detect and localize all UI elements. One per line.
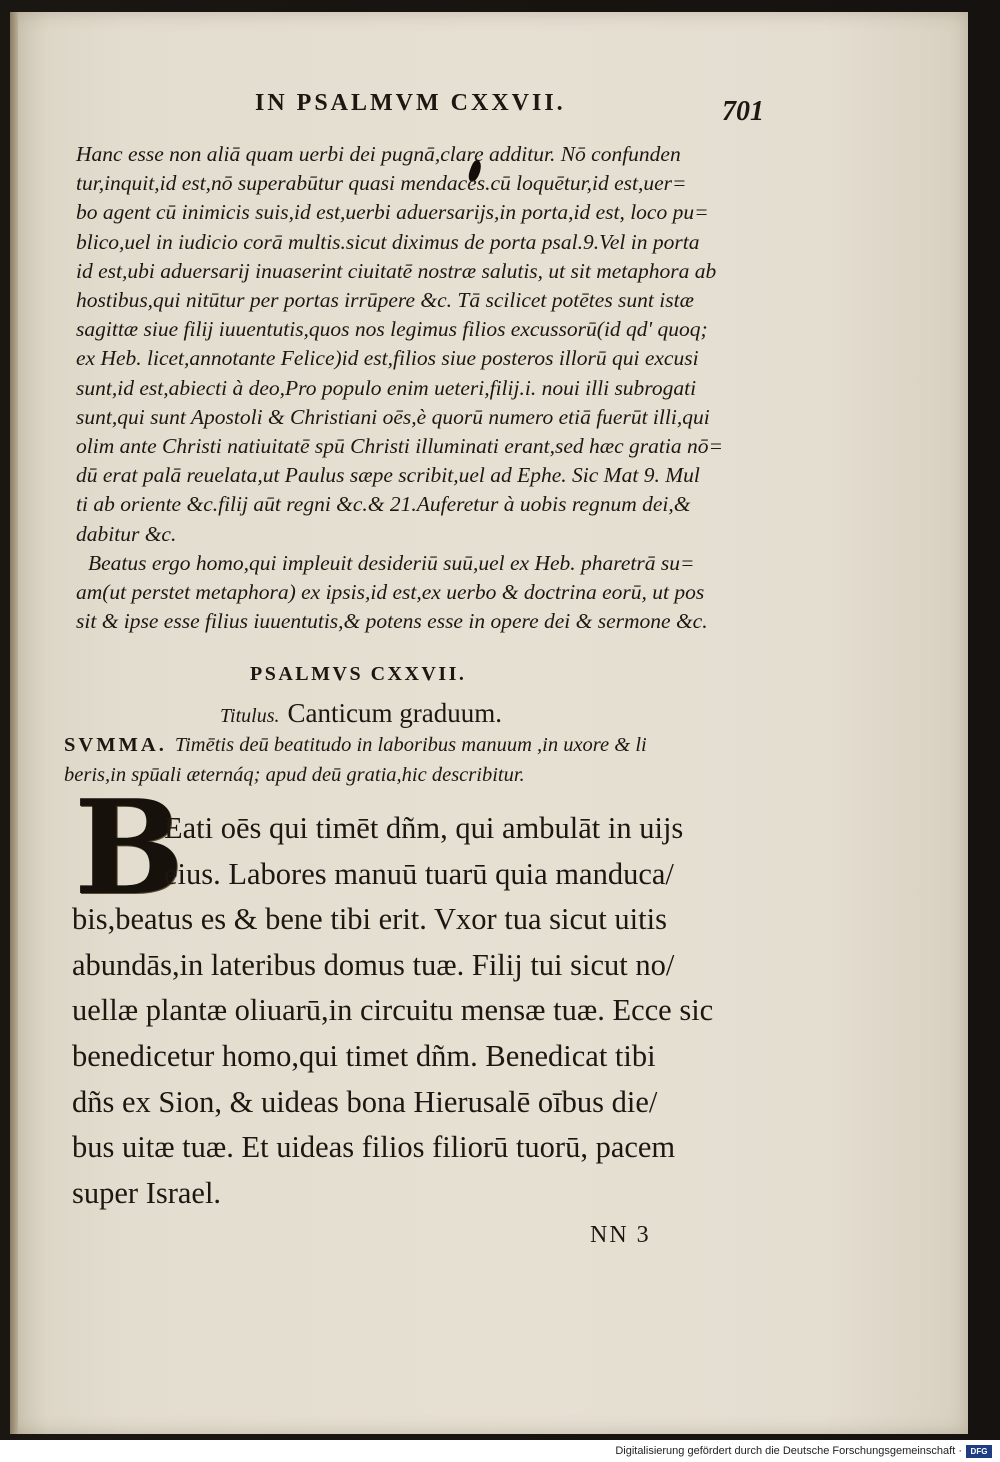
- decorated-initial: B: [74, 771, 184, 924]
- commentary-line: blico,uel in iudicio corā multis.sicut diximus de porta psal.9.Vel in porta: [76, 229, 700, 254]
- psalm-line: bis,beatus es & bene tibi erit. Vxor tua sicut uitis: [72, 902, 667, 937]
- commentary-line: dū erat palā reuelata,ut Paulus sæpe scribit,uel ad Ephe. Sic Mat 9. Mul: [76, 463, 700, 488]
- summa-label: SVMMA.: [64, 734, 167, 756]
- commentary-line: sit & ipse esse filius iuuentutis,& potens esse in opere dei & sermone &c.: [76, 609, 708, 634]
- commentary-line: tur,inquit,id est,nō superabūtur quasi mendaces.cū loquētur,id est,uer=: [76, 171, 687, 196]
- running-head: IN PSALMVM CXXVII.: [255, 90, 566, 116]
- commentary-line: hostibus,qui nitūtur per portas irrūpere &c. Tā scilicet potētes sunt istæ: [76, 288, 694, 313]
- psalm-line: uellæ plantæ oliuarū,in circuitu mensæ tuæ. Ecce sic: [72, 993, 714, 1028]
- commentary-line: Beatus ergo homo,qui impleuit desideriū suū,uel ex Heb. pharetrā su=: [88, 550, 695, 575]
- signature-mark: NN 3: [590, 1222, 651, 1248]
- psalm-line: dñs ex Sion, & uideas bona Hierusalē oībus die/: [72, 1084, 658, 1119]
- psalm-line: eius. Labores manuū tuarū quia manduca/: [164, 856, 674, 891]
- psalm-text-block: [72, 806, 732, 1216]
- summa-line: Timētis deū beatitudo in laboribus manuum ,in uxore & li: [174, 734, 647, 756]
- titulus-text: Canticum graduum.: [287, 698, 502, 728]
- commentary-line: Hanc esse non aliā quam uerbi dei pugnā,clare additur. Nō confunden: [76, 142, 681, 166]
- commentary-line: dabitur &c.: [76, 521, 177, 546]
- titulus-row: [220, 698, 502, 729]
- psalm-line: Eati oēs qui timēt dñm, qui ambulāt in uijs: [164, 811, 684, 845]
- psalm-line: benedicetur homo,qui timet dñm. Benedicat tibi: [72, 1038, 656, 1073]
- commentary-line: sunt,id est,abiecti à deo,Pro populo enim ueteri,filij.i. noui illi subrogati: [76, 375, 697, 400]
- psalm-line: abundās,in lateribus domus tuæ. Filij tui sicut no/: [72, 947, 675, 982]
- commentary-block: [76, 140, 726, 636]
- psalm-heading: PSALMVS CXXVII.: [250, 663, 467, 685]
- commentary-line: olim ante Christi natiuitatē spū Christi illuminati erant,sed hæc gratia nō=: [76, 434, 723, 459]
- page-gutter-edge: [10, 12, 18, 1434]
- psalm-line: super Israel.: [72, 1175, 222, 1210]
- commentary-line: ex Heb. licet,annotante Felice)id est,filios siue posteros illorū qui excusi: [76, 346, 699, 371]
- commentary-line: id est,ubi aduersarij inuaserint ciuitatē nostræ salutis, ut sit metaphora ab: [76, 258, 717, 283]
- commentary-line: sagittæ siue filij iuuentutis,quos nos legimus filios excussorū(id qd' quoq;: [76, 317, 708, 342]
- summa-line: beris,in spūali æternáq; apud deū gratia,hic describitur.: [64, 764, 525, 786]
- commentary-line: bo agent cū inimicis suis,id est,uerbi aduersarijs,in porta,id est, loco pu=: [76, 200, 709, 225]
- funding-notice: Digitalisierung gefördert durch die Deutsche Forschungsgemeinschaft ·: [615, 1445, 962, 1457]
- titulus-label: Titulus.: [220, 705, 280, 727]
- commentary-line: sunt,qui sunt Apostoli & Christiani oēs,è quorū numero etiā fuerūt illi,qui: [76, 404, 710, 429]
- folio-number: 701: [722, 96, 764, 127]
- commentary-line: am(ut perstet metaphora) ex ipsis,id est,ex uerbo & doctrina eorū, ut pos: [76, 580, 705, 605]
- dfg-logo: DFG: [966, 1445, 992, 1458]
- psalm-line: bus uitæ tuæ. Et uideas filios filiorū tuorū, pacem: [72, 1130, 676, 1165]
- commentary-line: ti ab oriente &c.filij aūt regni &c.& 21.Auferetur à uobis regnum dei,&: [76, 492, 691, 517]
- footer-bar: [0, 1440, 1000, 1462]
